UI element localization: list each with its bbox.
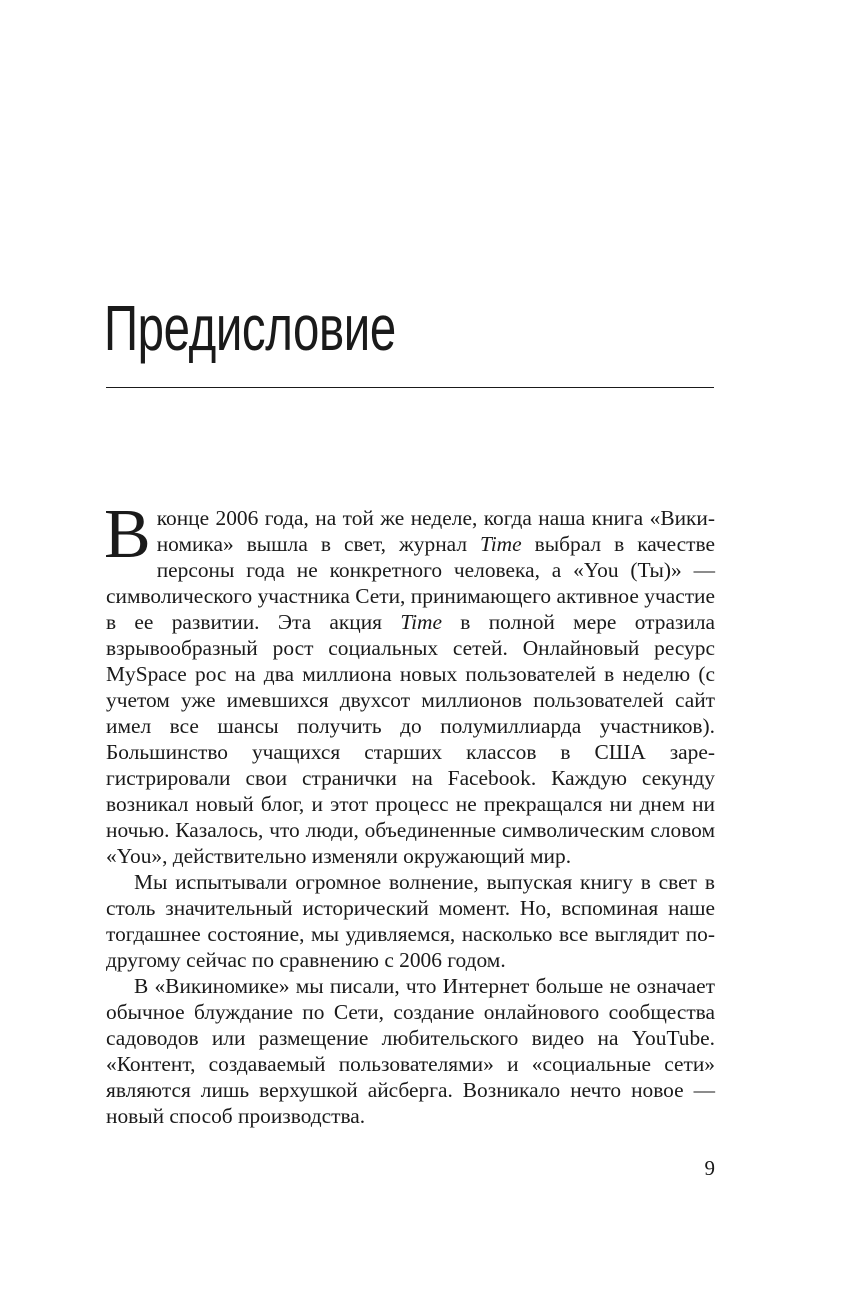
drop-cap: В — [104, 496, 151, 573]
page-number: 9 — [704, 1156, 715, 1180]
italic-term: Time — [480, 532, 522, 556]
paragraph-3: В «Викиномике» мы писали, что Интернет больше не означает обычное блуждание по Сети, создание онлайнового сообщества садоводов или размещение любительского видео на YouTube. «Контент, создаваемый пользователями» и «социальные сети» являются лишь верхушкой айсберга. Возникало нечто новое — новый способ производства. — [106, 974, 715, 1128]
body-text — [104, 496, 715, 1129]
italic-term: Time — [400, 610, 442, 634]
paragraph-1: В конце 2006 года, на той же неделе, когда наша книга «Викиномика» вышла в свет, журнал Time выбрал в качестве персоны года не конкретного человека, а «You (Ты)» — символического участника Сети, принимающего активное участие в ее развитии. Эта акция Time в полной мере отразила взрывообразный рост социальных сетей. Онлайновый ресурс MySpace рос на два миллиона новых пользователей в неделю (с учетом уже имевшихся двухсот миллионов пользователей сайт имел все шансы получить до полумиллиарда участников). Большинство учащихся старших классов в США зарегистрировали свои странички на Facebook. Каждую секунду возникал новый блог, и этот процесс не прекращался ни днем ни ночью. Казалось, что люди, объединенные символическим словом «You», действительно изменяли окружающий мир. — [104, 496, 715, 868]
title-divider — [106, 387, 714, 388]
chapter-title: Предисловие — [104, 292, 396, 364]
paragraph-2: Мы испытывали огромное волнение, выпуская книгу в свет в столь значительный исторический момент. Но, вспоминая наше тогдашнее состояние, мы удивляемся, насколько все выглядит по-другому сейчас по сравнению с 2006 годом. — [106, 870, 715, 972]
